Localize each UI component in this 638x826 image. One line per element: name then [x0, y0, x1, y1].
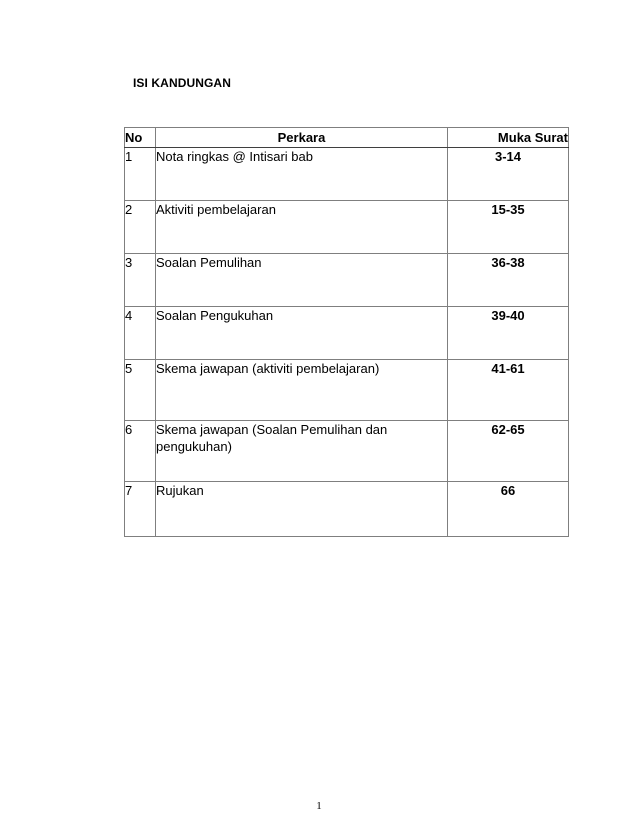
row-item: Rujukan [156, 482, 448, 537]
row-item: Skema jawapan (aktiviti pembelajaran) [156, 360, 448, 421]
row-no: 5 [125, 360, 156, 421]
row-page: 3-14 [448, 148, 569, 201]
row-no: 6 [125, 421, 156, 482]
row-no: 3 [125, 254, 156, 307]
table-row [125, 201, 569, 254]
table-row [125, 421, 569, 482]
table-row [125, 307, 569, 360]
table-of-contents [124, 127, 569, 537]
page-number: 1 [316, 800, 322, 812]
table-row [125, 148, 569, 201]
table-header-row [125, 128, 569, 148]
row-page: 62-65 [448, 421, 569, 482]
header-item: Perkara [156, 128, 448, 148]
row-page: 15-35 [448, 201, 569, 254]
row-no: 2 [125, 201, 156, 254]
row-page: 66 [448, 482, 569, 537]
table-row [125, 360, 569, 421]
header-no: No [125, 128, 156, 148]
row-no: 4 [125, 307, 156, 360]
row-no: 7 [125, 482, 156, 537]
row-item: Aktiviti pembelajaran [156, 201, 448, 254]
row-page: 41-61 [448, 360, 569, 421]
row-item: Nota ringkas @ Intisari bab [156, 148, 448, 201]
document-heading: ISI KANDUNGAN [133, 76, 231, 90]
row-item: Soalan Pengukuhan [156, 307, 448, 360]
row-page: 39-40 [448, 307, 569, 360]
row-item: Skema jawapan (Soalan Pemulihan dan pengukuhan) [156, 421, 448, 482]
row-page: 36-38 [448, 254, 569, 307]
table-row [125, 482, 569, 537]
row-no: 1 [125, 148, 156, 201]
row-item: Soalan Pemulihan [156, 254, 448, 307]
table-row [125, 254, 569, 307]
header-page: Muka Surat [448, 128, 569, 148]
